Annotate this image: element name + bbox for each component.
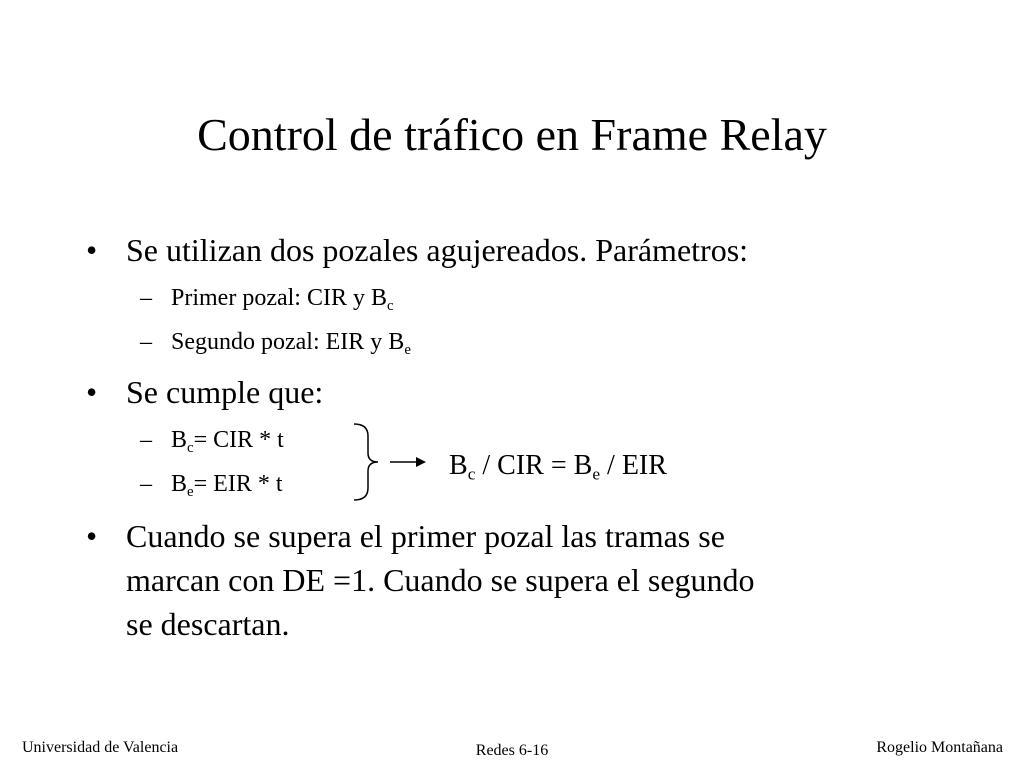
footer-right: Rogelio Montañana — [876, 739, 1003, 756]
brace-arrow-graphic — [352, 420, 432, 504]
sub-item-text: Primer pozal: CIR y $B_c$ — [171, 285, 394, 314]
footer-center: Redes 6-16 — [475, 742, 549, 759]
slide-title: Control de tráfico en Frame Relay — [197, 109, 827, 160]
dash-marker: – — [140, 329, 152, 355]
sub-item-text: $B_e=$ EIR * t — [171, 471, 283, 500]
sub-item — [0, 282, 1024, 314]
bullet-marker: • — [86, 232, 98, 268]
bullet-text-line: Cuando se supera el primer pozal las tramas se — [126, 518, 725, 554]
bullet-marker: • — [86, 518, 98, 554]
arrow-head-icon — [416, 457, 426, 467]
dash-marker: – — [140, 427, 152, 453]
right-brace-icon — [354, 424, 378, 500]
formula: $B_c$ / CIR = $B_e$ / EIR — [449, 450, 667, 484]
sub-item-text: $B_c=$ CIR * t — [171, 427, 284, 456]
bullet-item — [0, 228, 1024, 272]
sub-item — [0, 326, 1024, 358]
bullet-text: Se utilizan dos pozales agujereados. Parámetros: — [126, 232, 749, 268]
footer-left: Universidad de Valencia — [22, 739, 179, 756]
bullet-item — [0, 370, 1024, 414]
bullet-text-line: se descartan. — [126, 606, 290, 642]
dash-marker: – — [140, 471, 152, 497]
bullet-marker: • — [86, 374, 98, 410]
bullet-text-line: marcan con DE =1. Cuando se supera el segundo — [126, 562, 755, 598]
dash-marker: – — [140, 285, 152, 311]
sub-item-text: Segundo pozal: EIR y $B_e$ — [171, 329, 411, 358]
bullet-text: Se cumple que: — [126, 374, 324, 410]
bullet-item — [0, 514, 1024, 646]
